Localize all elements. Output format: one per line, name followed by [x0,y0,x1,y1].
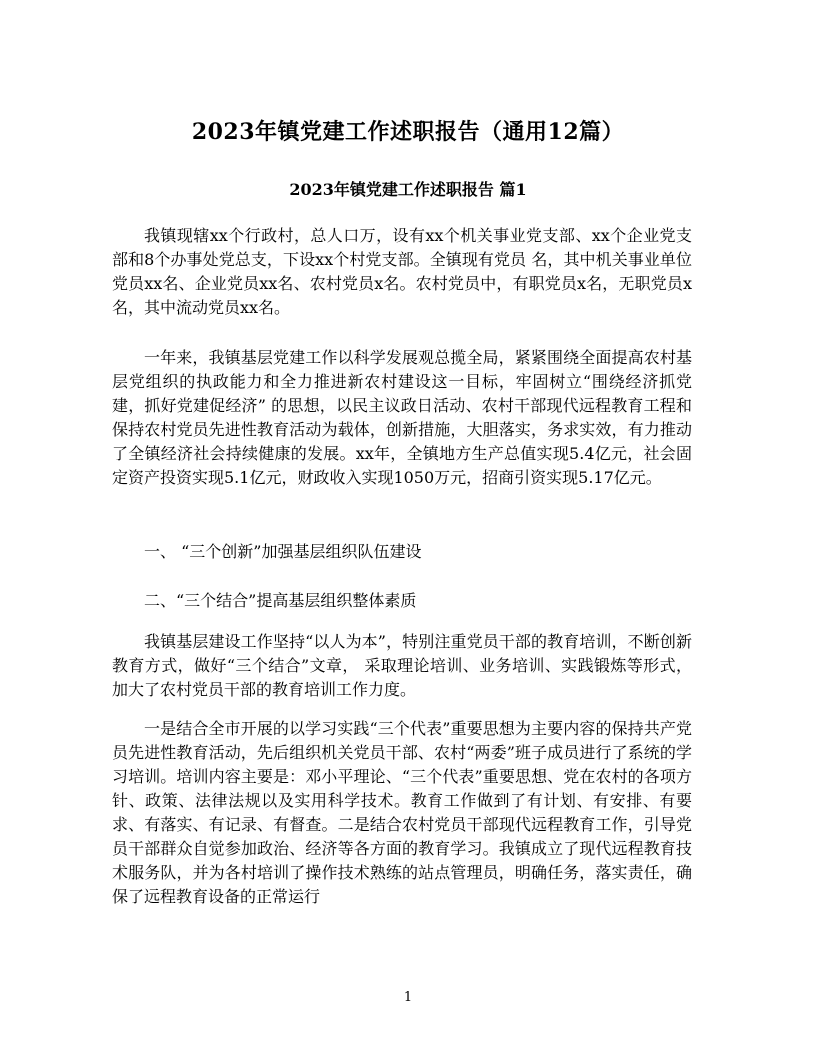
document-title: 2023年镇党建工作述职报告（通用12篇） [191,119,625,145]
heading-item-1: 一、 “三个创新”加强基层组织队伍建设 [144,542,422,561]
paragraph-details: 一是结合全市开展的以学习实践“三个代表”重要思想为主要内容的保持共产党员先进性教育活动，先后组织机关党员干部、农村“两委”班子成员进行了系统的学习培训。培训内容主要是：邓小平理论、“三个代表”重要思想、党在农村的各项方针、政策、法律法规以及实用科学技术。教育工作做到了有计划、有安排、有要求、有落实、有记录、有督查。二是结合农村党员干部现代远程教育工作，引导党员干部群众自觉参加政治、经济等各方面的教育学习。我镇成立了现代远程教育技术服务队，并为各村培训了操作技术熟练的站点管理员，明确任务，落实责任，确保了远程教育设备的正常运行 [112,719,692,906]
paragraph-training: 我镇基层建设工作坚持“以人为本”，特别注重党员干部的教育培训，不断创新教育方式，做好“三个结合”文章， 采取理论培训、业务培训、实践锻炼等形式，加大了农村党员干部的教育培训工作力度。 [112,632,692,699]
paragraph-summary: 一年来，我镇基层党建工作以科学发展观总揽全局，紧紧围绕全面提高农村基层党组织的执政能力和全力推进新农村建设这一目标，牢固树立“围绕经济抓党建，抓好党建促经济” 的思想，以民主议政日活动、农村干部现代远程教育工程和保持农村党员先进性教育活动为载体，创新措施，大胆落实，务求实效，有力推动了全镇经济社会持续健康的发展。xx年，全镇地方生产总值实现5.4亿元，社会固定资产投资实现5.1亿元，财政收入实现1050万元，招商引资实现5.17亿元。 [112,348,692,487]
heading-item-2: 二、“三个结合”提高基层组织整体素质 [144,591,417,610]
section-heading: 2023年镇党建工作述职报告 篇1 [289,180,527,199]
page-number: 1 [403,990,413,1005]
paragraph-intro: 我镇现辖xx个行政村，总人口万，设有xx个机关事业党支部、xx个企业党支部和8个办事处党总支，下设xx个村党支部。全镇现有党员 名，其中机关事业单位党员xx名、企业党员xx名、农村党员x名。农村党员中，有职党员x名，无职党员x名，其中流动党员xx名。 [112,226,692,317]
